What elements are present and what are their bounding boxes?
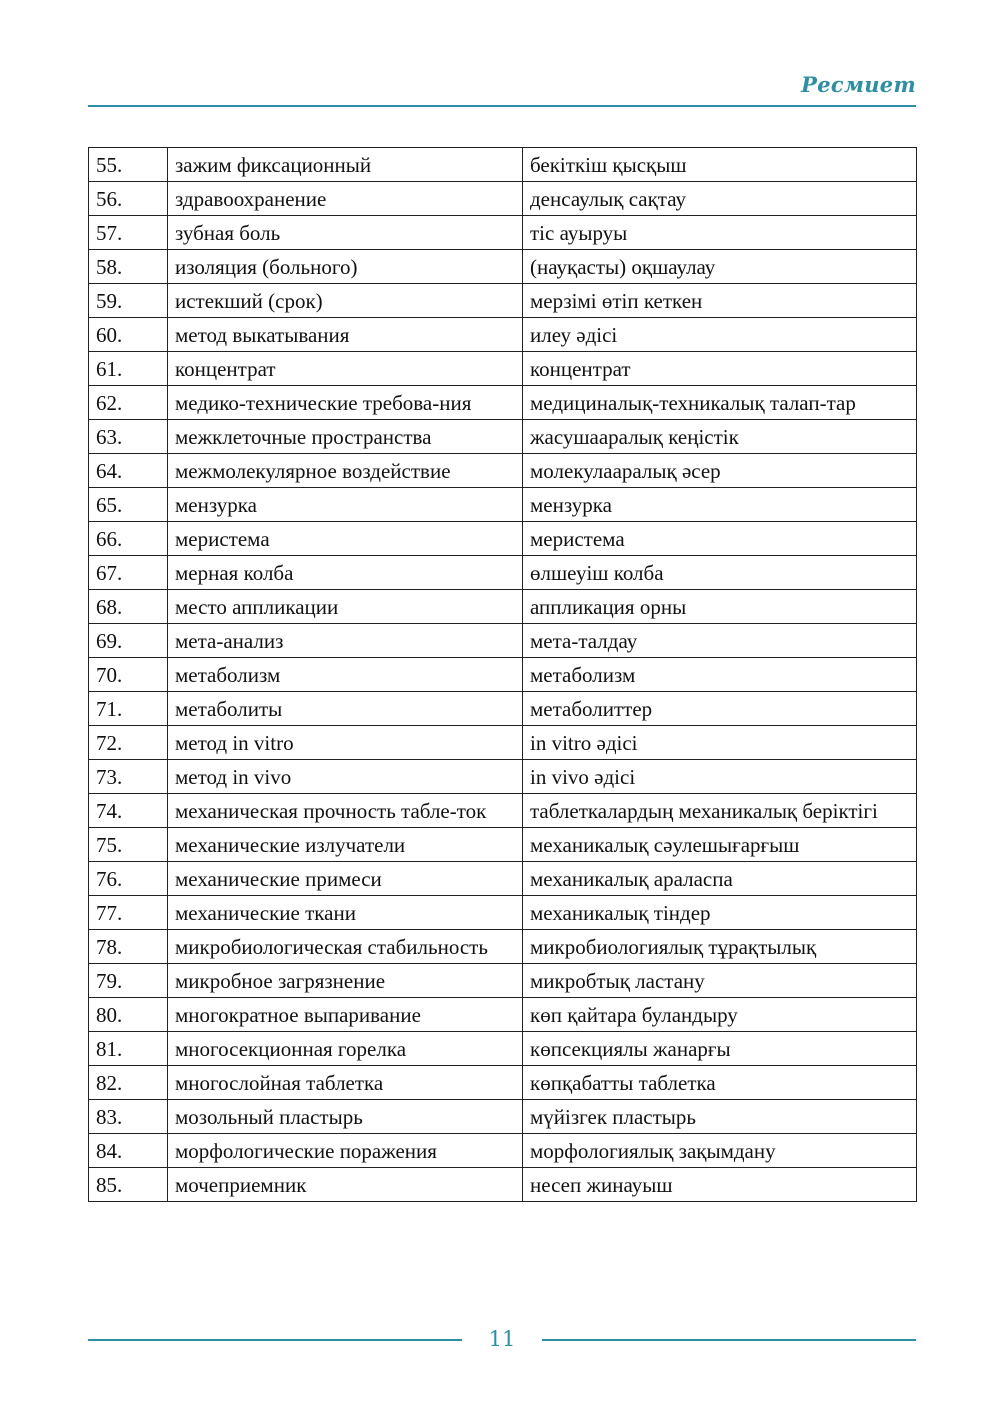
russian-term: меристема	[168, 522, 523, 556]
table-row	[89, 828, 917, 862]
kazakh-term: метаболиттер	[523, 692, 917, 726]
table-row	[89, 590, 917, 624]
table-row	[89, 1100, 917, 1134]
russian-term: метод выкатывания	[168, 318, 523, 352]
entry-number: 79.	[89, 964, 168, 998]
table-row	[89, 148, 917, 182]
entry-number: 58.	[89, 250, 168, 284]
entry-number: 68.	[89, 590, 168, 624]
kazakh-term: несеп жинауыш	[523, 1168, 917, 1202]
kazakh-term: жасушааралық кеңістік	[523, 420, 917, 454]
kazakh-term: тіс ауыруы	[523, 216, 917, 250]
kazakh-term: мензурка	[523, 488, 917, 522]
header-divider	[88, 105, 916, 107]
entry-number: 64.	[89, 454, 168, 488]
entry-number: 65.	[89, 488, 168, 522]
kazakh-term: in vitro әдісі	[523, 726, 917, 760]
russian-term: истекший (срок)	[168, 284, 523, 318]
russian-term: метод in vivo	[168, 760, 523, 794]
table-row	[89, 998, 917, 1032]
kazakh-term: механикалық араласпа	[523, 862, 917, 896]
russian-term: межмолекулярное воздействие	[168, 454, 523, 488]
entry-number: 78.	[89, 930, 168, 964]
table-row	[89, 760, 917, 794]
table-row	[89, 658, 917, 692]
table-row	[89, 556, 917, 590]
russian-term: микробиологическая стабильность	[168, 930, 523, 964]
kazakh-term: мүйізгек пластырь	[523, 1100, 917, 1134]
entry-number: 76.	[89, 862, 168, 896]
entry-number: 85.	[89, 1168, 168, 1202]
kazakh-term: in vivo әдісі	[523, 760, 917, 794]
russian-term: зажим фиксационный	[168, 148, 523, 182]
kazakh-term: таблеткалардың механикалық беріктігі	[523, 794, 917, 828]
kazakh-term: морфологиялық зақымдану	[523, 1134, 917, 1168]
russian-term: место аппликации	[168, 590, 523, 624]
table-row	[89, 216, 917, 250]
table-row	[89, 284, 917, 318]
table-row	[89, 1134, 917, 1168]
table-row	[89, 318, 917, 352]
kazakh-term: илеу әдісі	[523, 318, 917, 352]
kazakh-term: көпқабатты таблетка	[523, 1066, 917, 1100]
entry-number: 71.	[89, 692, 168, 726]
kazakh-term: молекулааралық әсер	[523, 454, 917, 488]
kazakh-term: медициналық-техникалық талап-тар	[523, 386, 917, 420]
running-header-title: Ресмиет	[801, 72, 916, 97]
table-row	[89, 896, 917, 930]
table-row	[89, 1168, 917, 1202]
kazakh-term: механикалық сәулешығарғыш	[523, 828, 917, 862]
russian-term: метаболиты	[168, 692, 523, 726]
russian-term: мозольный пластырь	[168, 1100, 523, 1134]
table-row	[89, 352, 917, 386]
table-row	[89, 964, 917, 998]
russian-term: медико-технические требова-ния	[168, 386, 523, 420]
entry-number: 72.	[89, 726, 168, 760]
table-row	[89, 1032, 917, 1066]
table-row	[89, 794, 917, 828]
footer-divider-left	[88, 1339, 462, 1341]
russian-term: концентрат	[168, 352, 523, 386]
kazakh-term: микробиологиялық тұрақтылық	[523, 930, 917, 964]
russian-term: изоляция (больного)	[168, 250, 523, 284]
entry-number: 56.	[89, 182, 168, 216]
russian-term: метаболизм	[168, 658, 523, 692]
kazakh-term: концентрат	[523, 352, 917, 386]
entry-number: 84.	[89, 1134, 168, 1168]
kazakh-term: өлшеуіш колба	[523, 556, 917, 590]
entry-number: 73.	[89, 760, 168, 794]
entry-number: 66.	[89, 522, 168, 556]
entry-number: 82.	[89, 1066, 168, 1100]
entry-number: 77.	[89, 896, 168, 930]
russian-term: механическая прочность табле-ток	[168, 794, 523, 828]
entry-number: 60.	[89, 318, 168, 352]
table-row	[89, 250, 917, 284]
kazakh-term: мета-талдау	[523, 624, 917, 658]
table-row	[89, 692, 917, 726]
russian-term: мензурка	[168, 488, 523, 522]
table-row	[89, 386, 917, 420]
entry-number: 57.	[89, 216, 168, 250]
russian-term: морфологические поражения	[168, 1134, 523, 1168]
entry-number: 81.	[89, 1032, 168, 1066]
kazakh-term: денсаулық сақтау	[523, 182, 917, 216]
table-row	[89, 522, 917, 556]
kazakh-term: мерзімі өтіп кеткен	[523, 284, 917, 318]
table-row	[89, 930, 917, 964]
russian-term: метод in vitro	[168, 726, 523, 760]
table-row	[89, 488, 917, 522]
table-row	[89, 182, 917, 216]
russian-term: многослойная таблетка	[168, 1066, 523, 1100]
kazakh-term: бекіткіш қысқыш	[523, 148, 917, 182]
russian-term: межклеточные пространства	[168, 420, 523, 454]
entry-number: 62.	[89, 386, 168, 420]
entry-number: 75.	[89, 828, 168, 862]
russian-term: мочеприемник	[168, 1168, 523, 1202]
entry-number: 74.	[89, 794, 168, 828]
kazakh-term: аппликация орны	[523, 590, 917, 624]
russian-term: мерная колба	[168, 556, 523, 590]
russian-term: многократное выпаривание	[168, 998, 523, 1032]
table-row	[89, 726, 917, 760]
footer-divider-right	[542, 1339, 916, 1341]
table-row	[89, 624, 917, 658]
russian-term: микробное загрязнение	[168, 964, 523, 998]
table-row	[89, 420, 917, 454]
glossary-table-body	[89, 148, 917, 1202]
russian-term: многосекционная горелка	[168, 1032, 523, 1066]
entry-number: 69.	[89, 624, 168, 658]
page-number: 11	[488, 1327, 516, 1351]
entry-number: 67.	[89, 556, 168, 590]
russian-term: механические примеси	[168, 862, 523, 896]
kazakh-term: көпсекциялы жанарғы	[523, 1032, 917, 1066]
entry-number: 55.	[89, 148, 168, 182]
russian-term: механические ткани	[168, 896, 523, 930]
table-row	[89, 1066, 917, 1100]
kazakh-term: көп қайтара буландыру	[523, 998, 917, 1032]
table-row	[89, 862, 917, 896]
entry-number: 59.	[89, 284, 168, 318]
russian-term: механические излучатели	[168, 828, 523, 862]
entry-number: 63.	[89, 420, 168, 454]
kazakh-term: меристема	[523, 522, 917, 556]
glossary-table	[88, 147, 917, 1202]
kazakh-term: механикалық тіндер	[523, 896, 917, 930]
kazakh-term: (науқасты) оқшаулау	[523, 250, 917, 284]
kazakh-term: микробтық ластану	[523, 964, 917, 998]
entry-number: 83.	[89, 1100, 168, 1134]
kazakh-term: метаболизм	[523, 658, 917, 692]
entry-number: 80.	[89, 998, 168, 1032]
russian-term: здравоохранение	[168, 182, 523, 216]
entry-number: 61.	[89, 352, 168, 386]
russian-term: зубная боль	[168, 216, 523, 250]
russian-term: мета-анализ	[168, 624, 523, 658]
table-row	[89, 454, 917, 488]
entry-number: 70.	[89, 658, 168, 692]
